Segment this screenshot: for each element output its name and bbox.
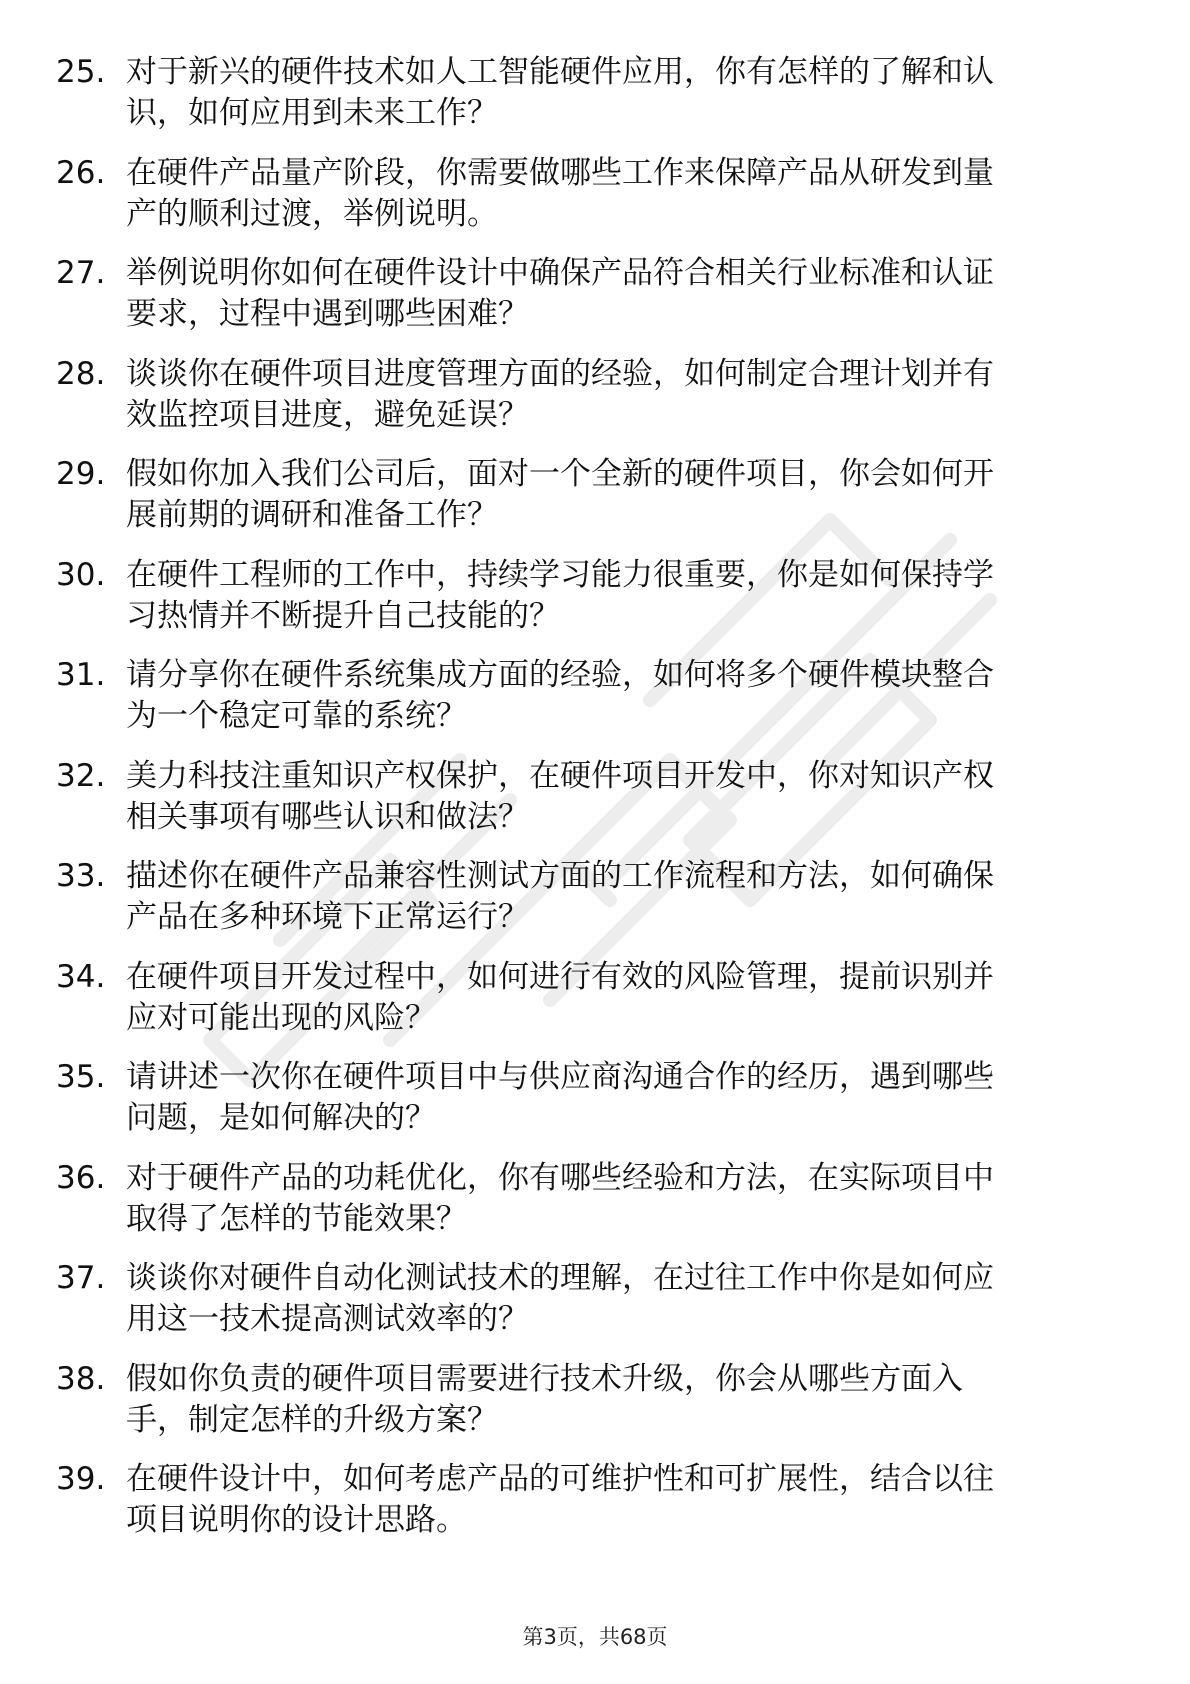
question-list	[0, 52, 1190, 1560]
question-item	[0, 153, 1190, 254]
question-text	[126, 1459, 1136, 1541]
question-number: 27.	[56, 255, 106, 291]
question-item	[0, 1459, 1190, 1560]
question-text	[126, 555, 1136, 637]
question-text-line: 习热情并不断提升自己技能的？	[126, 597, 560, 634]
question-text-line: 美力科技注重知识产权保护，在硬件项目开发中，你对知识产权	[126, 757, 994, 794]
question-item	[0, 1359, 1190, 1460]
question-text	[126, 856, 1136, 938]
question-text-line: 请讲述一次你在硬件项目中与供应商沟通合作的经历，遇到哪些	[126, 1059, 994, 1095]
question-text-line: 用这一技术提高测试效率的？	[126, 1301, 529, 1337]
question-text	[126, 655, 1136, 737]
question-text-line: 在硬件项目开发过程中，如何进行有效的风险管理，提前识别并	[126, 958, 994, 995]
question-text-line: 识，如何应用到未来工作？	[126, 95, 498, 131]
question-text	[126, 1258, 1136, 1340]
question-text-line: 对于新兴的硬件技术如人工智能硬件应用，你有怎样的了解和认	[126, 54, 994, 90]
question-text-line: 谈谈你在硬件项目进度管理方面的经验，如何制定合理计划并有	[126, 355, 994, 392]
question-number: 26.	[56, 154, 106, 191]
question-number: 28.	[56, 355, 106, 392]
question-text-line: 取得了怎样的节能效果？	[126, 1200, 467, 1237]
question-number: 37.	[56, 1260, 106, 1296]
question-text	[126, 354, 1136, 436]
question-text	[126, 1057, 1136, 1139]
question-number: 29.	[56, 456, 106, 492]
question-text-line: 产品在多种环境下正常运行？	[126, 899, 529, 935]
question-text-line: 请分享你在硬件系统集成方面的经验，如何将多个硬件模块整合	[126, 657, 994, 693]
question-text	[126, 52, 1136, 134]
question-text-line: 相关事项有哪些认识和做法？	[126, 798, 529, 835]
question-text-line: 要求，过程中遇到哪些困难？	[126, 296, 529, 332]
question-item	[0, 52, 1190, 153]
question-number: 30.	[56, 556, 106, 593]
page-footer: 第3页，共68页	[522, 1625, 668, 1649]
question-item	[0, 655, 1190, 756]
question-text-line: 问题，是如何解决的？	[126, 1100, 436, 1136]
question-text-line: 手，制定怎样的升级方案？	[126, 1401, 498, 1438]
question-text	[126, 454, 1136, 536]
question-item	[0, 253, 1190, 354]
question-item	[0, 1158, 1190, 1259]
question-text	[126, 1158, 1136, 1240]
question-text-line: 举例说明你如何在硬件设计中确保产品符合相关行业标准和认证	[126, 255, 994, 291]
question-item	[0, 1057, 1190, 1158]
question-number: 31.	[56, 657, 106, 693]
question-number: 34.	[56, 958, 106, 995]
question-text-line: 为一个稳定可靠的系统？	[126, 698, 467, 734]
question-number: 25.	[56, 54, 106, 90]
question-text-line: 在硬件设计中，如何考虑产品的可维护性和可扩展性，结合以往	[126, 1461, 994, 1497]
question-text	[126, 957, 1136, 1039]
question-item	[0, 555, 1190, 656]
question-number: 35.	[56, 1059, 106, 1095]
question-item	[0, 957, 1190, 1058]
question-item	[0, 454, 1190, 555]
question-item	[0, 756, 1190, 857]
question-text-line: 应对可能出现的风险？	[126, 999, 436, 1036]
question-text-line: 谈谈你对硬件自动化测试技术的理解，在过往工作中你是如何应	[126, 1260, 994, 1296]
question-text-line: 在硬件产品量产阶段，你需要做哪些工作来保障产品从研发到量	[126, 154, 994, 191]
question-item	[0, 354, 1190, 455]
question-text-line: 效监控项目进度，避免延误？	[126, 396, 529, 433]
question-text	[126, 756, 1136, 838]
question-number: 38.	[56, 1360, 106, 1397]
question-number: 36.	[56, 1159, 106, 1196]
question-text-line: 产的顺利过渡，举例说明。	[126, 195, 498, 232]
question-item	[0, 856, 1190, 957]
question-number: 32.	[56, 757, 106, 794]
question-text-line: 假如你加入我们公司后，面对一个全新的硬件项目，你会如何开	[126, 456, 994, 492]
question-text	[126, 153, 1136, 235]
question-text	[126, 1359, 1136, 1441]
question-number: 39.	[56, 1461, 106, 1497]
question-text-line: 在硬件工程师的工作中，持续学习能力很重要，你是如何保持学	[126, 556, 994, 593]
question-number: 33.	[56, 858, 106, 894]
question-text-line: 展前期的调研和准备工作？	[126, 497, 498, 533]
question-text-line: 项目说明你的设计思路。	[126, 1502, 467, 1538]
question-text-line: 描述你在硬件产品兼容性测试方面的工作流程和方法，如何确保	[126, 858, 994, 894]
question-text	[126, 253, 1136, 335]
question-item	[0, 1258, 1190, 1359]
question-text-line: 对于硬件产品的功耗优化，你有哪些经验和方法，在实际项目中	[126, 1159, 994, 1196]
question-text-line: 假如你负责的硬件项目需要进行技术升级，你会从哪些方面入	[126, 1360, 963, 1397]
